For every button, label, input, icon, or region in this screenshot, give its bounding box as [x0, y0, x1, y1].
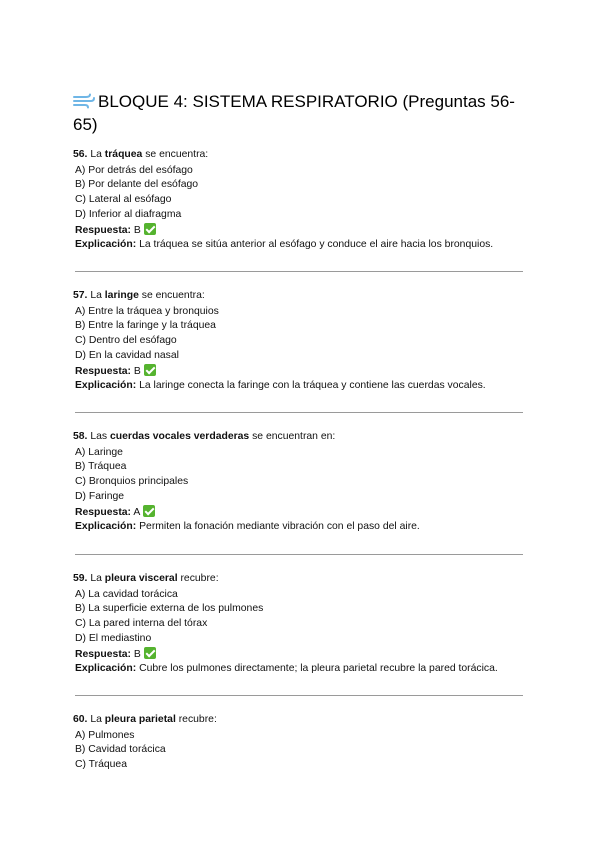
explanation-line — [73, 520, 533, 535]
divider — [75, 271, 523, 272]
explanation-text: Permiten la fonación mediante vibración con el paso del aire. — [139, 521, 420, 533]
question-number: 59. — [73, 573, 88, 584]
option-a: A) Por detrás del esófago — [75, 164, 193, 176]
option-d: D) En la cavidad nasal — [75, 349, 179, 361]
question-number: 57. — [73, 290, 88, 301]
answer-line — [73, 647, 533, 663]
explanation-line — [73, 379, 533, 394]
stem-term: cuerdas vocales verdaderas — [110, 431, 250, 442]
question-stem — [73, 289, 533, 304]
explanation-label: Explicación: — [75, 663, 137, 675]
stem-pre: La — [90, 290, 102, 301]
section-heading-text: BLOQUE 4: SISTEMA RESPIRATORIO (Preguntas 56-65) — [73, 92, 515, 134]
option-c: C) La pared interna del tórax — [75, 618, 208, 630]
question-56 — [73, 148, 533, 253]
question-number: 58. — [73, 431, 88, 442]
option-a: A) La cavidad torácica — [75, 588, 178, 600]
answer-value: B — [133, 365, 141, 377]
explanation-label: Explicación: — [75, 521, 137, 533]
stem-pre: La — [90, 714, 102, 725]
divider — [75, 554, 523, 555]
explanation-text: La laringe conecta la faringe con la tráquea y contiene las cuerdas vocales. — [139, 380, 486, 392]
option-b: B) Cavidad torácica — [75, 744, 166, 756]
stem-term: pleura visceral — [104, 573, 178, 584]
option-b: B) La superficie externa de los pulmones — [75, 603, 264, 615]
section-heading — [73, 90, 533, 136]
explanation-line — [73, 238, 533, 253]
option-d: D) Faringe — [75, 490, 125, 502]
check-mark-icon — [143, 505, 155, 517]
answer-label: Respuesta: — [75, 365, 132, 377]
explanation-label: Explicación: — [75, 239, 137, 251]
option-a: A) Pulmones — [75, 729, 135, 741]
stem-term: pleura parietal — [104, 714, 176, 725]
question-60 — [73, 713, 533, 773]
option-b: B) Tráquea — [75, 461, 127, 473]
option-c: C) Tráquea — [75, 759, 127, 771]
check-mark-icon — [144, 647, 156, 659]
option-d: D) El mediastino — [75, 632, 152, 644]
answer-label: Respuesta: — [75, 506, 132, 518]
option-c: C) Bronquios principales — [75, 476, 189, 488]
option-a: A) Laringe — [75, 446, 123, 458]
answer-line — [73, 223, 533, 239]
stem-post: se encuentra: — [141, 290, 205, 301]
wind-face-icon — [73, 93, 95, 109]
question-stem — [73, 713, 533, 728]
answer-value: B — [133, 648, 141, 660]
question-number: 60. — [73, 714, 88, 725]
question-stem — [73, 430, 533, 445]
stem-term: tráquea — [104, 149, 143, 160]
stem-post: se encuentran en: — [252, 431, 336, 442]
answer-value: A — [133, 506, 141, 518]
answer-line — [73, 505, 533, 521]
question-59 — [73, 572, 533, 677]
option-b: B) Por delante del esófago — [75, 179, 199, 191]
question-57 — [73, 289, 533, 394]
question-number: 56. — [73, 149, 88, 160]
option-c: C) Lateral al esófago — [75, 194, 172, 206]
stem-pre: La — [90, 573, 102, 584]
option-b: B) Entre la faringe y la tráquea — [75, 320, 216, 332]
answer-value: B — [133, 224, 141, 236]
option-a: A) Entre la tráquea y bronquios — [75, 305, 219, 317]
explanation-label: Explicación: — [75, 380, 137, 392]
answer-label: Respuesta: — [75, 648, 132, 660]
explanation-text: Cubre los pulmones directamente; la pleura parietal recubre la pared torácica. — [139, 663, 498, 675]
stem-post: se encuentra: — [145, 149, 209, 160]
option-c: C) Dentro del esófago — [75, 335, 177, 347]
divider — [75, 412, 523, 413]
stem-pre: La — [90, 149, 102, 160]
stem-term: laringe — [104, 290, 139, 301]
stem-post: recubre: — [178, 714, 217, 725]
stem-post: recubre: — [180, 573, 219, 584]
option-d: D) Inferior al diafragma — [75, 208, 182, 220]
explanation-text: La tráquea se sitúa anterior al esófago y conduce el aire hacia los bronquios. — [139, 239, 494, 251]
explanation-line — [73, 662, 533, 677]
answer-label: Respuesta: — [75, 224, 132, 236]
question-58 — [73, 430, 533, 535]
check-mark-icon — [144, 364, 156, 376]
question-stem — [73, 148, 533, 163]
check-mark-icon — [144, 223, 156, 235]
stem-pre: Las — [90, 431, 108, 442]
question-stem — [73, 572, 533, 587]
divider — [75, 695, 523, 696]
answer-line — [73, 364, 533, 380]
